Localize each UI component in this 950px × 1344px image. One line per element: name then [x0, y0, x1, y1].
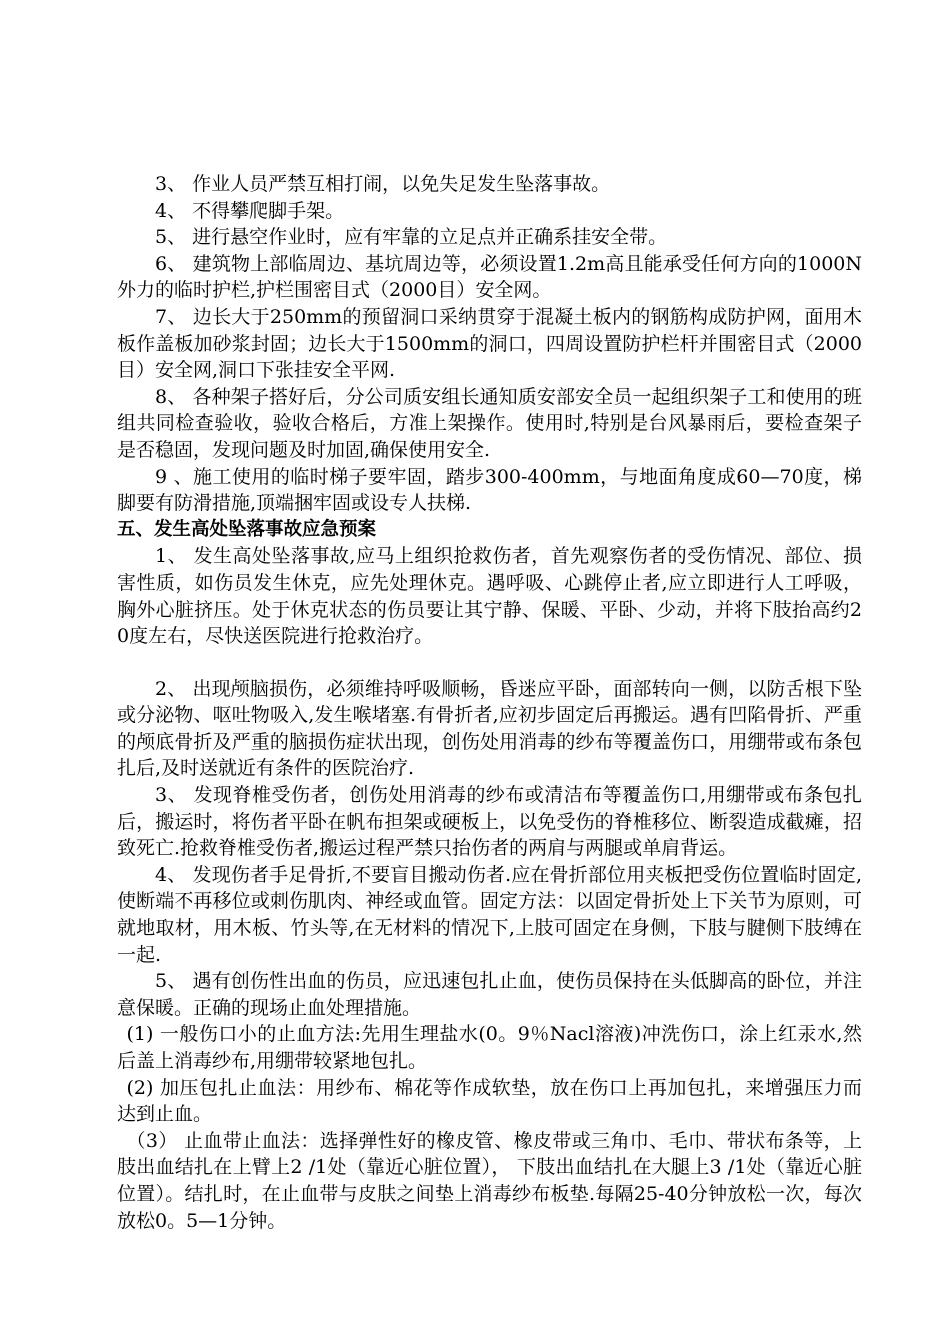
paragraph-item-3: 3、 作业人员严禁互相打闹，以免失足发生坠落事故。	[155, 173, 611, 195]
emergency-item-4: 4、 发现伤者手足骨折,不要盲目搬动伤者.应在骨折部位用夹板把受伤位置临时固定,使断端不再移位或刺伤肌肉、神经或血管。固定方法：以固定骨折处上下关节为原则，可就地取材，用木板、竹头等,在无材料的情况下,上肢可固定在身侧，下肢与腱侧下肢缚在一起.	[117, 863, 862, 966]
emergency-item-2: 2、 出现颅脑损伤，必须维持呼吸顺畅，昏迷应平卧，面部转向一侧，以防舌根下坠或分泌物、呕吐物吸入,发生喉堵塞.有骨折者,应初步固定后再搬运。遇有凹陷骨折、严重的颅底骨折及严重的脑损伤症状出现，创伤处用消毒的纱布等覆盖伤口，用绷带或布条包扎后,及时送就近有条件的医院治疗.	[117, 677, 862, 780]
document-body	[117, 171, 862, 1234]
paragraph-item-9: 9 、施工使用的临时梯子要牢固，踏步300-400mm，与地面角度成60—70度，梯脚要有防滑措施,顶端捆牢固或设专人扶梯.	[117, 465, 862, 515]
section-heading: 五、发生高处坠落事故应急预案	[117, 518, 377, 540]
bleeding-method-3: （3） 止血带止血法：选择弹性好的橡皮管、橡皮带或三角巾、毛巾、带状布条等，上肢出血结扎在上臂上2 /1处（靠近心脏位置）， 下肢出血结扎在大腿上3 /1处（靠近心脏位置）。结扎时，在止血带与皮肤之间垫上消毒纱布板垫.每隔25-40分钟放松一次，每次放松0。5—1分钟。	[117, 1129, 862, 1232]
paragraph-item-6: 6、 建筑物上部临周边、基坑周边等，必须设置1.2m高且能承受任何方向的1000N外力的临时护栏,护栏围密目式（2000目）安全网。	[117, 252, 862, 302]
emergency-item-3: 3、 发现脊椎受伤者，创伤处用消毒的纱布或清洁布等覆盖伤口,用绷带或布条包扎后，搬运时，将伤者平卧在帆布担架或硬板上，以免受伤的脊椎移位、断裂造成截瘫，招致死亡.抢救脊椎受伤者,搬运过程严禁只抬伤者的两肩与两腿或单肩背运。	[117, 784, 862, 860]
blank-line	[117, 650, 862, 676]
bleeding-method-2: (2) 加压包扎止血法：用纱布、棉花等作成软垫，放在伤口上再加包扎，来增强压力而达到止血。	[117, 1076, 862, 1126]
emergency-item-5: 5、 遇有创伤性出血的伤员，应迅速包扎止血，使伤员保持在头低脚高的卧位，并注意保暖。正确的现场止血处理措施。	[117, 970, 862, 1019]
bleeding-method-1: (1) 一般伤口小的止血方法:先用生理盐水(0。9％Nacl溶液)冲洗伤口，涂上红汞水,然后盖上消毒纱布,用绷带较紧地包扎。	[117, 1023, 862, 1072]
paragraph-item-4: 4、 不得攀爬脚手架。	[155, 199, 345, 222]
paragraph-item-7: 7、 边长大于250mm的预留洞口采纳贯穿于混凝土板内的钢筋构成防护网，面用木板作盖板加砂浆封固；边长大于1500mm的洞口，四周设置防护栏杆并围密目式（2000目）安全网,洞口下张挂安全平网.	[117, 305, 862, 382]
paragraph-item-5: 5、 进行悬空作业时，应有牢靠的立足点并正确系挂安全带。	[155, 226, 668, 249]
paragraph-item-8: 8、 各种架子搭好后，分公司质安组长通知质安部安全员一起组织架子工和使用的班组共同检查验收，验收合格后，方准上架操作。使用时,特别是台风暴雨后，要检查架子是否稳固，发现问题及时加固,确保使用安全.	[117, 385, 862, 461]
emergency-item-1: 1、 发生高处坠落事故,应马上组织抢救伤者，首先观察伤者的受伤情况、部位、损害性质，如伤员发生休克，应先处理休克。遇呼吸、心跳停止者,应立即进行人工呼吸，胸外心脏挤压。处于休克状态的伤员要让其宁静、保暖、平卧、少动，并将下肢抬高约20度左右，尽快送医院进行抢救治疗。	[117, 545, 862, 648]
